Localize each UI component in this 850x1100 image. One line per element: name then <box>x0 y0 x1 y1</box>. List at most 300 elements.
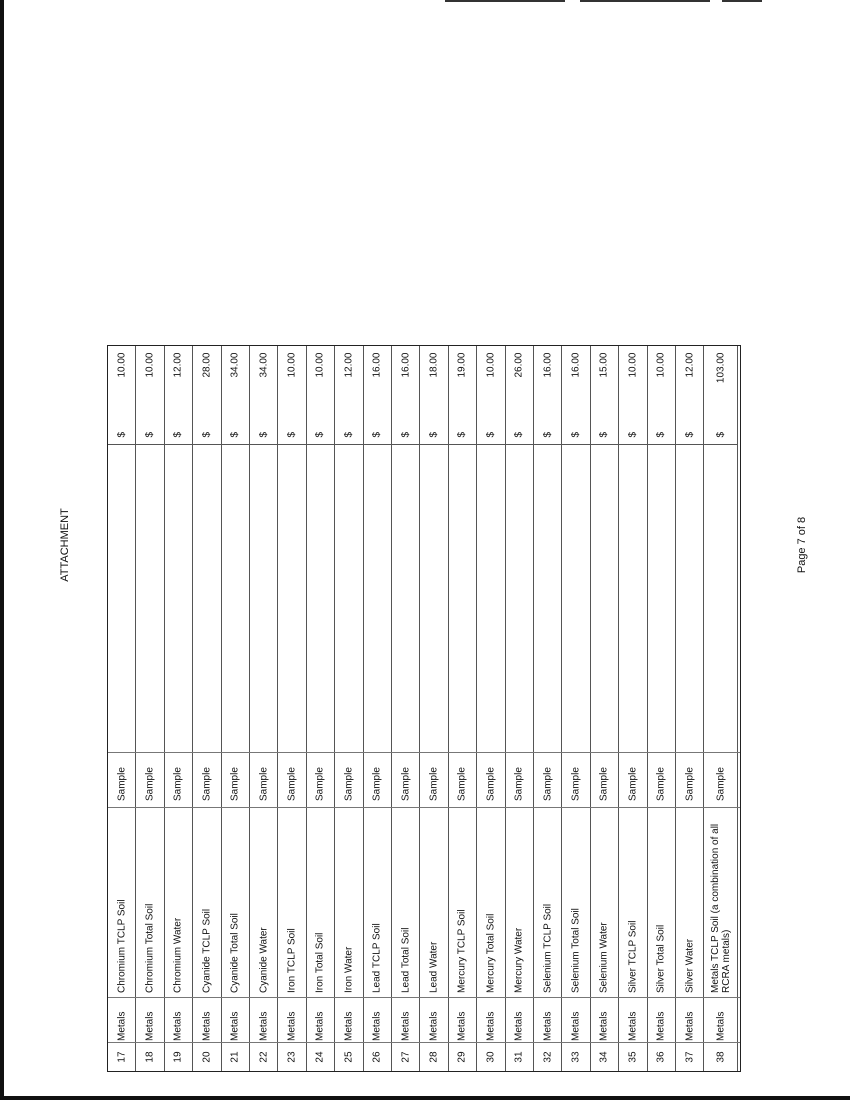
price-cell <box>136 346 163 445</box>
unit-cell <box>477 753 504 808</box>
row-number: 24 <box>314 1051 326 1063</box>
unit-cell <box>704 753 737 808</box>
description-cell <box>449 808 476 998</box>
price-cell <box>648 346 675 445</box>
currency-symbol: $ <box>172 431 184 438</box>
blank-cell <box>108 443 135 753</box>
description-label: Iron Water <box>343 946 355 993</box>
scan-bottom-edge <box>0 1096 850 1100</box>
unit-label: Sample <box>428 766 440 801</box>
price-amount: 10.00 <box>485 352 497 378</box>
price-amount: 34.00 <box>258 352 270 378</box>
category-cell <box>136 998 163 1043</box>
price-cell <box>591 346 618 445</box>
description-label: Chromium TCLP Soil <box>116 899 128 993</box>
blank-cell <box>222 443 249 753</box>
blank-cell <box>562 443 589 753</box>
row-number-cell <box>449 1043 476 1071</box>
unit-label: Sample <box>542 766 554 801</box>
price-amount: 10.00 <box>116 352 128 378</box>
unit-cell <box>619 753 646 808</box>
unit-cell <box>136 753 163 808</box>
price-amount: 26.00 <box>513 352 525 378</box>
category-label: Metals <box>513 1011 525 1041</box>
table-row <box>364 346 392 1071</box>
price-value <box>715 353 726 438</box>
row-number-cell <box>619 1043 646 1071</box>
row-number-cell <box>222 1043 249 1071</box>
category-label: Metals <box>715 1011 727 1041</box>
unit-cell <box>278 753 305 808</box>
price-value <box>429 353 440 438</box>
category-cell <box>591 998 618 1043</box>
table-row <box>648 346 676 1071</box>
unit-cell <box>506 753 533 808</box>
table-row <box>506 346 534 1071</box>
scan-top-mark <box>580 0 710 2</box>
table-row <box>704 346 738 1071</box>
description-cell <box>108 808 135 998</box>
description-cell <box>648 808 675 998</box>
currency-symbol: $ <box>456 431 468 438</box>
price-cell <box>619 346 646 445</box>
row-number-cell <box>307 1043 334 1071</box>
row-number-cell <box>420 1043 447 1071</box>
row-number-cell <box>392 1043 419 1071</box>
description-label: Lead Water <box>428 941 440 993</box>
row-number: 27 <box>400 1051 412 1063</box>
category-label: Metals <box>684 1011 696 1041</box>
unit-cell <box>392 753 419 808</box>
category-label: Metals <box>286 1011 298 1041</box>
price-value <box>258 353 269 438</box>
category-label: Metals <box>172 1011 184 1041</box>
price-cell <box>278 346 305 445</box>
row-number: 20 <box>201 1051 213 1063</box>
table-row <box>449 346 477 1071</box>
blank-cell <box>591 443 618 753</box>
category-label: Metals <box>229 1011 241 1041</box>
description-label: Silver Total Soil <box>655 924 667 993</box>
price-value <box>627 353 638 438</box>
blank-cell <box>193 443 220 753</box>
table-row <box>619 346 647 1071</box>
unit-cell <box>591 753 618 808</box>
blank-cell <box>364 443 391 753</box>
currency-symbol: $ <box>314 431 326 438</box>
description-label: Iron TCLP Soil <box>286 928 298 993</box>
row-number-cell <box>108 1043 135 1071</box>
description-cell <box>704 808 737 998</box>
category-label: Metals <box>343 1011 355 1041</box>
price-cell <box>506 346 533 445</box>
row-number-cell <box>534 1043 561 1071</box>
price-amount: 18.00 <box>428 352 440 378</box>
description-cell <box>222 808 249 998</box>
description-label: Selenium Total Soil <box>570 908 582 993</box>
category-label: Metals <box>456 1011 468 1041</box>
category-cell <box>676 998 703 1043</box>
row-number-cell <box>477 1043 504 1071</box>
row-number: 37 <box>684 1051 696 1063</box>
description-label: Chromium Total Soil <box>144 903 156 993</box>
unit-cell <box>562 753 589 808</box>
description-cell <box>477 808 504 998</box>
price-value <box>656 353 667 438</box>
unit-label: Sample <box>400 766 412 801</box>
row-number: 31 <box>513 1051 525 1063</box>
unit-cell <box>648 753 675 808</box>
row-number-cell <box>335 1043 362 1071</box>
category-label: Metals <box>144 1011 156 1041</box>
row-number: 38 <box>715 1051 727 1063</box>
currency-symbol: $ <box>258 431 270 438</box>
price-cell <box>704 346 737 445</box>
price-cell <box>477 346 504 445</box>
unit-cell <box>534 753 561 808</box>
price-amount: 10.00 <box>144 352 156 378</box>
price-value <box>173 353 184 438</box>
category-label: Metals <box>627 1011 639 1041</box>
currency-symbol: $ <box>116 431 128 438</box>
price-cell <box>222 346 249 445</box>
table-row <box>165 346 193 1071</box>
price-amount: 10.00 <box>655 352 667 378</box>
category-cell <box>392 998 419 1043</box>
category-cell <box>165 998 192 1043</box>
price-value <box>230 353 241 438</box>
row-number-cell <box>562 1043 589 1071</box>
row-number: 34 <box>598 1051 610 1063</box>
category-cell <box>648 998 675 1043</box>
description-cell <box>307 808 334 998</box>
table-row <box>193 346 221 1071</box>
currency-symbol: $ <box>201 431 213 438</box>
row-number: 18 <box>144 1051 156 1063</box>
blank-cell <box>477 443 504 753</box>
unit-label: Sample <box>598 766 610 801</box>
row-number: 36 <box>655 1051 667 1063</box>
currency-symbol: $ <box>428 431 440 438</box>
price-amount: 12.00 <box>343 352 355 378</box>
row-number-cell <box>165 1043 192 1071</box>
unit-label: Sample <box>343 766 355 801</box>
row-number: 35 <box>627 1051 639 1063</box>
category-label: Metals <box>201 1011 213 1041</box>
table-row <box>562 346 590 1071</box>
table-row <box>335 346 363 1071</box>
currency-symbol: $ <box>570 431 582 438</box>
unit-cell <box>108 753 135 808</box>
category-label: Metals <box>400 1011 412 1041</box>
row-number: 23 <box>286 1051 298 1063</box>
row-number-cell <box>506 1043 533 1071</box>
table-row <box>591 346 619 1071</box>
unit-label: Sample <box>655 766 667 801</box>
price-value <box>571 353 582 438</box>
description-cell <box>591 808 618 998</box>
table-row <box>222 346 250 1071</box>
table-row <box>307 346 335 1071</box>
description-label: Silver TCLP Soil <box>627 920 639 993</box>
price-table <box>107 345 741 1072</box>
category-label: Metals <box>314 1011 326 1041</box>
row-number: 26 <box>371 1051 383 1063</box>
blank-cell <box>420 443 447 753</box>
table-row <box>420 346 448 1071</box>
table-row <box>136 346 164 1071</box>
currency-symbol: $ <box>286 431 298 438</box>
price-cell <box>562 346 589 445</box>
price-amount: 34.00 <box>229 352 241 378</box>
blank-cell <box>534 443 561 753</box>
currency-symbol: $ <box>513 431 525 438</box>
row-number-cell <box>591 1043 618 1071</box>
unit-label: Sample <box>513 766 525 801</box>
scan-top-mark <box>722 0 762 2</box>
table-row <box>392 346 420 1071</box>
category-cell <box>108 998 135 1043</box>
description-label: Cyanide Water <box>258 927 270 993</box>
unit-cell <box>193 753 220 808</box>
blank-cell <box>506 443 533 753</box>
category-cell <box>449 998 476 1043</box>
price-amount: 19.00 <box>456 352 468 378</box>
blank-cell <box>278 443 305 753</box>
unit-label: Sample <box>570 766 582 801</box>
description-label: Lead Total Soil <box>400 927 412 993</box>
price-cell <box>676 346 703 445</box>
table-row <box>108 346 136 1071</box>
row-number: 29 <box>456 1051 468 1063</box>
table-row <box>676 346 704 1071</box>
currency-symbol: $ <box>343 431 355 438</box>
price-value <box>116 353 127 438</box>
category-cell <box>335 998 362 1043</box>
currency-symbol: $ <box>542 431 554 438</box>
category-label: Metals <box>485 1011 497 1041</box>
category-cell <box>534 998 561 1043</box>
category-cell <box>250 998 277 1043</box>
row-number-cell <box>278 1043 305 1071</box>
row-number: 17 <box>116 1051 128 1063</box>
price-cell <box>307 346 334 445</box>
description-cell <box>335 808 362 998</box>
currency-symbol: $ <box>485 431 497 438</box>
unit-label: Sample <box>684 766 696 801</box>
column-divider <box>108 807 740 808</box>
description-cell <box>534 808 561 998</box>
description-label: Iron Total Soil <box>314 932 326 993</box>
row-number: 21 <box>229 1051 241 1063</box>
category-cell <box>619 998 646 1043</box>
row-number-cell <box>648 1043 675 1071</box>
price-amount: 28.00 <box>201 352 213 378</box>
price-amount: 10.00 <box>627 352 639 378</box>
blank-cell <box>165 443 192 753</box>
unit-label: Sample <box>314 766 326 801</box>
currency-symbol: $ <box>655 431 667 438</box>
description-label: Silver Water <box>684 938 696 993</box>
category-cell <box>704 998 737 1043</box>
price-value <box>372 353 383 438</box>
description-label: Selenium TCLP Soil <box>542 903 554 993</box>
blank-cell <box>619 443 646 753</box>
price-cell <box>392 346 419 445</box>
unit-cell <box>364 753 391 808</box>
category-cell <box>364 998 391 1043</box>
category-label: Metals <box>598 1011 610 1041</box>
description-cell <box>619 808 646 998</box>
column-divider <box>108 752 740 753</box>
unit-label: Sample <box>286 766 298 801</box>
price-value <box>145 353 156 438</box>
unit-label: Sample <box>456 766 468 801</box>
unit-label: Sample <box>172 766 184 801</box>
unit-label: Sample <box>229 766 241 801</box>
attachment-heading: ATTACHMENT <box>59 508 71 582</box>
price-cell <box>250 346 277 445</box>
price-amount: 10.00 <box>314 352 326 378</box>
category-cell <box>307 998 334 1043</box>
description-label: Selenium Water <box>598 922 610 993</box>
row-number-cell <box>676 1043 703 1071</box>
blank-cell <box>335 443 362 753</box>
category-cell <box>420 998 447 1043</box>
row-number: 32 <box>542 1051 554 1063</box>
currency-symbol: $ <box>400 431 412 438</box>
table-row <box>534 346 562 1071</box>
blank-cell <box>307 443 334 753</box>
currency-symbol: $ <box>684 431 696 438</box>
price-value <box>287 353 298 438</box>
row-number-cell <box>193 1043 220 1071</box>
blank-cell <box>648 443 675 753</box>
description-label: Mercury TCLP Soil <box>456 909 468 993</box>
category-cell <box>506 998 533 1043</box>
blank-cell <box>449 443 476 753</box>
currency-symbol: $ <box>598 431 610 438</box>
unit-cell <box>420 753 447 808</box>
currency-symbol: $ <box>715 431 727 438</box>
blank-cell <box>392 443 419 753</box>
price-amount: 103.00 <box>715 352 727 384</box>
description-cell <box>506 808 533 998</box>
row-number: 28 <box>428 1051 440 1063</box>
row-number: 30 <box>485 1051 497 1063</box>
category-cell <box>278 998 305 1043</box>
category-label: Metals <box>428 1011 440 1041</box>
description-cell <box>278 808 305 998</box>
unit-cell <box>676 753 703 808</box>
price-amount: 15.00 <box>598 352 610 378</box>
price-amount: 16.00 <box>570 352 582 378</box>
category-label: Metals <box>655 1011 667 1041</box>
description-cell <box>676 808 703 998</box>
description-cell <box>250 808 277 998</box>
description-label: Mercury Water <box>513 927 525 993</box>
price-value <box>201 353 212 438</box>
row-number: 22 <box>258 1051 270 1063</box>
unit-label: Sample <box>258 766 270 801</box>
price-cell <box>420 346 447 445</box>
description-cell <box>562 808 589 998</box>
price-value <box>315 353 326 438</box>
category-label: Metals <box>570 1011 582 1041</box>
unit-cell <box>335 753 362 808</box>
description-cell <box>420 808 447 998</box>
unit-label: Sample <box>485 766 497 801</box>
price-cell <box>108 346 135 445</box>
description-cell <box>392 808 419 998</box>
description-label: Cyanide TCLP Soil <box>201 908 213 993</box>
page-number-footer: Page 7 of 8 <box>796 516 808 574</box>
price-amount: 16.00 <box>542 352 554 378</box>
category-cell <box>562 998 589 1043</box>
currency-symbol: $ <box>371 431 383 438</box>
row-number-cell <box>250 1043 277 1071</box>
description-label: Lead TCLP Soil <box>371 923 383 993</box>
row-number: 19 <box>172 1051 184 1063</box>
row-number-cell <box>136 1043 163 1071</box>
column-divider <box>108 997 740 998</box>
currency-symbol: $ <box>229 431 241 438</box>
price-cell <box>193 346 220 445</box>
price-cell <box>364 346 391 445</box>
description-cell <box>193 808 220 998</box>
unit-cell <box>222 753 249 808</box>
price-amount: 12.00 <box>172 352 184 378</box>
description-cell <box>364 808 391 998</box>
unit-label: Sample <box>116 766 128 801</box>
unit-label: Sample <box>201 766 213 801</box>
unit-label: Sample <box>715 766 727 801</box>
price-cell <box>449 346 476 445</box>
price-cell <box>165 346 192 445</box>
category-label: Metals <box>116 1011 128 1041</box>
unit-label: Sample <box>627 766 639 801</box>
row-number: 33 <box>570 1051 582 1063</box>
unit-cell <box>250 753 277 808</box>
currency-symbol: $ <box>627 431 639 438</box>
column-divider <box>108 1042 740 1043</box>
description-label: Mercury Total Soil <box>485 913 497 993</box>
table-row <box>278 346 306 1071</box>
category-label: Metals <box>542 1011 554 1041</box>
description-cell <box>136 808 163 998</box>
unit-cell <box>307 753 334 808</box>
price-value <box>542 353 553 438</box>
table-row <box>250 346 278 1071</box>
row-number-cell <box>704 1043 737 1071</box>
blank-cell <box>136 443 163 753</box>
unit-label: Sample <box>371 766 383 801</box>
price-amount: 12.00 <box>684 352 696 378</box>
scan-left-edge <box>0 0 4 1100</box>
description-label: Chromium Water <box>172 917 184 993</box>
unit-cell <box>165 753 192 808</box>
price-value <box>457 353 468 438</box>
description-label: Cyanide Total Soil <box>229 913 241 993</box>
blank-cell <box>676 443 703 753</box>
unit-label: Sample <box>144 766 156 801</box>
price-value <box>485 353 496 438</box>
blank-cell <box>250 443 277 753</box>
category-cell <box>222 998 249 1043</box>
category-label: Metals <box>258 1011 270 1041</box>
price-value <box>514 353 525 438</box>
unit-cell <box>449 753 476 808</box>
